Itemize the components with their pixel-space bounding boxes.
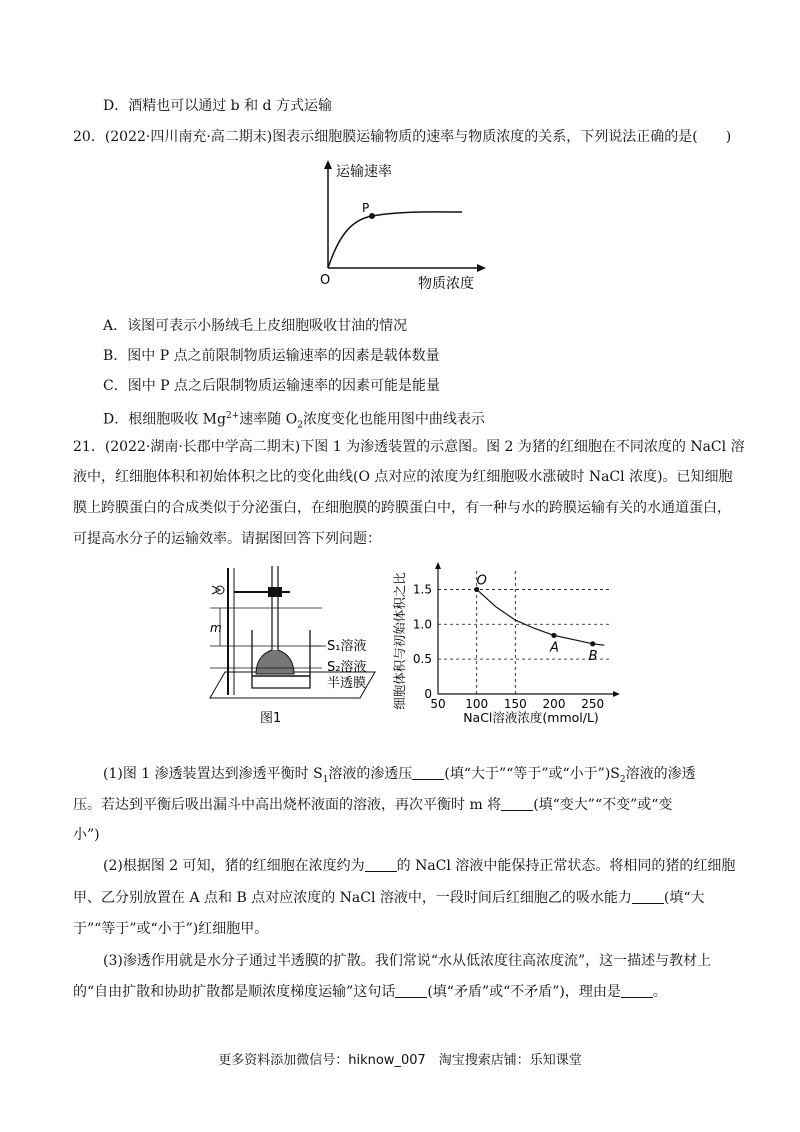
q21-sub1-text-4: 溶液的渗透 <box>625 766 696 782</box>
funnel-bulb <box>256 650 294 674</box>
q20-x-arrow <box>477 264 486 272</box>
q21-stem-line-4: 可提高水分子的运输效率。请据图回答下列问题： <box>73 531 381 547</box>
q20-d-text-2: 速率随 O <box>239 411 298 428</box>
m-label: m <box>210 621 222 635</box>
clamp-block <box>268 587 282 597</box>
fig2-point-B <box>590 641 595 646</box>
q21-sub2-line-1 <box>103 857 735 875</box>
figure-2-chart <box>390 560 620 732</box>
q21-sub1-text-1: (1)图 1 渗透装置达到渗透平衡时 S <box>103 766 323 782</box>
footer-watermark <box>0 1050 800 1074</box>
fig2-x-tick-2: 150 <box>503 697 527 711</box>
q19-option-d: D．酒精也可以通过 b 和 d 方式运输 <box>103 98 332 114</box>
q20-d-text-1: D．根细胞吸收 Mg <box>103 411 226 428</box>
fig2-curve <box>477 589 605 645</box>
q21-sub3-line-1: (3)渗透作用就是水分子通过半透膜的扩散。我们常说“水从低浓度往高浓度流”，这一描述与教材上 <box>103 953 712 969</box>
q21-sub1-text-2: 溶液的渗透压 <box>328 766 413 782</box>
fig2-x-arrow <box>613 691 620 697</box>
q21-sub1-line-2 <box>73 796 672 814</box>
q21-stem-line-1: 21．(2022·湖南·长郡中学高二期末)下图 1 为渗透装置的示意图。图 2 为猪的红细胞在不同浓度的 NaCl 溶 <box>73 439 745 455</box>
fig2-x-tick-4: 250 <box>581 697 605 711</box>
q20-stem: 20．(2022·四川南充·高二期末)图表示细胞膜运输物质的速率与物质浓度的关系，下列说法正确的是( ) <box>73 129 732 145</box>
q21-stem-line-3: 膜上跨膜蛋白的合成类似于分泌蛋白，在细胞膜的跨膜蛋白中，有一种与水的跨膜运输有关的水通道蛋白， <box>73 500 731 516</box>
q20-option-c: C．图中 P 点之后限制物质运输速率的因素可能是能量 <box>103 378 441 394</box>
fig2-point-label-A: A <box>550 640 559 656</box>
q21-stem-line-2: 液中，红细胞体积和初始体积之比的变化曲线(O 点对应的浓度为红细胞吸水涨破时 NaCl 浓度)。已知细胞 <box>73 469 733 485</box>
q21-sub1-sub-2: 2 <box>619 774 626 785</box>
answer-blank[interactable] <box>501 796 533 811</box>
q20-x-label: 物质浓度 <box>418 276 474 292</box>
fig2-y-tick-3: 1.5 <box>412 582 432 597</box>
q21-sub2-text-1: (2)根据图 2 可知，猪的红细胞在浓度约为 <box>103 858 365 874</box>
q20-y-arrow <box>324 160 332 169</box>
fig2-point-label-O: O <box>476 573 487 589</box>
fig2-x-label: NaCl溶液浓度(mmol/L) <box>463 710 599 725</box>
q21-sub3-text-1: 的“自由扩散和协助扩散都是顺浓度梯度运输”这句话 <box>73 984 396 1000</box>
q21-sub1-text-3: (填“大于”“等于”或“小于”)S <box>444 766 620 782</box>
fig2-y-arrow <box>435 562 441 569</box>
q21-sub1-line-3: 小”) <box>73 827 100 843</box>
fig2-y-tick-1: 0.5 <box>412 652 432 667</box>
q20-option-a: A．该图可表示小肠绒毛上皮细胞吸收甘油的情况 <box>103 318 408 334</box>
footer-watermark-image <box>200 1050 600 1070</box>
q20-d-sub: 2 <box>297 420 303 431</box>
q21-sub1-sub-1: 1 <box>322 774 329 785</box>
q20-point-p <box>369 213 375 219</box>
q21-sub3-text-2: (填“矛盾”或“不矛盾”)，理由是 <box>427 984 621 1000</box>
fig2-x-tick-1: 100 <box>465 697 489 711</box>
answer-blank[interactable] <box>412 765 444 780</box>
fig2-x-tick-3: 200 <box>542 697 566 711</box>
q21-sub2-text-4: (填“大 <box>663 890 705 906</box>
answer-blank[interactable] <box>395 983 427 998</box>
q21-sub1-text-5: 压。若达到平衡后吸出漏斗中高出烧杯液面的溶液，再次平衡时 m 将 <box>73 797 502 813</box>
q20-graph <box>310 158 490 296</box>
q21-sub2-line-2 <box>73 889 705 907</box>
fig2-y-tick-2: 1.0 <box>412 617 432 632</box>
q21-sub2-line-3: 于”“等于”或“小于”)红细胞甲。 <box>73 921 269 937</box>
q20-d-sup: 2+ <box>225 411 240 421</box>
q20-option-b: B．图中 P 点之前限制物质运输速率的因素是载体数量 <box>103 348 440 364</box>
s1-label: S₁溶液 <box>327 639 367 654</box>
s2-label: S₂溶液 <box>327 660 367 675</box>
q20-curve <box>328 212 462 268</box>
q21-sub2-text-2: 的 NaCl 溶液中能保持正常状态。将相同的猪的红细胞 <box>396 858 736 874</box>
q20-origin-label: O <box>320 273 331 288</box>
q21-sub2-text-3: 甲、乙分别放置在 A 点和 B 点对应浓度的 NaCl 溶液中，一段时间后红细胞乙的吸水能力 <box>73 890 632 906</box>
q20-option-d <box>103 407 485 434</box>
q21-sub1-text-6: (填“变大”“不变”或“变 <box>533 797 673 813</box>
fig2-y-tick-0: 0 <box>424 687 432 701</box>
answer-blank[interactable] <box>621 983 653 998</box>
q20-d-text-3: 浓度变化也能用图中曲线表示 <box>302 411 485 428</box>
figure-1-osmosis-apparatus <box>190 560 390 730</box>
q21-sub3-text-3: 。 <box>652 984 667 1000</box>
fig2-x-tick-0: 50 <box>430 697 446 711</box>
answer-blank[interactable] <box>365 857 397 872</box>
footer-watermark-text: 更多资料添加微信号：hiknow_007 淘宝搜索店铺：乐知课堂 <box>218 1053 582 1068</box>
fig2-point-A <box>551 633 556 638</box>
membrane-label: 半透膜 <box>327 676 367 691</box>
q20-y-label: 运输速率 <box>336 164 392 180</box>
q21-sub1-line-1 <box>103 765 696 789</box>
figure-1-caption: 图1 <box>260 711 282 726</box>
q21-sub3-line-2 <box>73 983 667 1001</box>
answer-blank[interactable] <box>632 889 664 904</box>
fig2-y-label: 细胞体积与初始体积之比 <box>392 572 407 710</box>
fig2-point-label-B: B <box>588 648 598 664</box>
q20-p-label: P <box>362 201 370 215</box>
